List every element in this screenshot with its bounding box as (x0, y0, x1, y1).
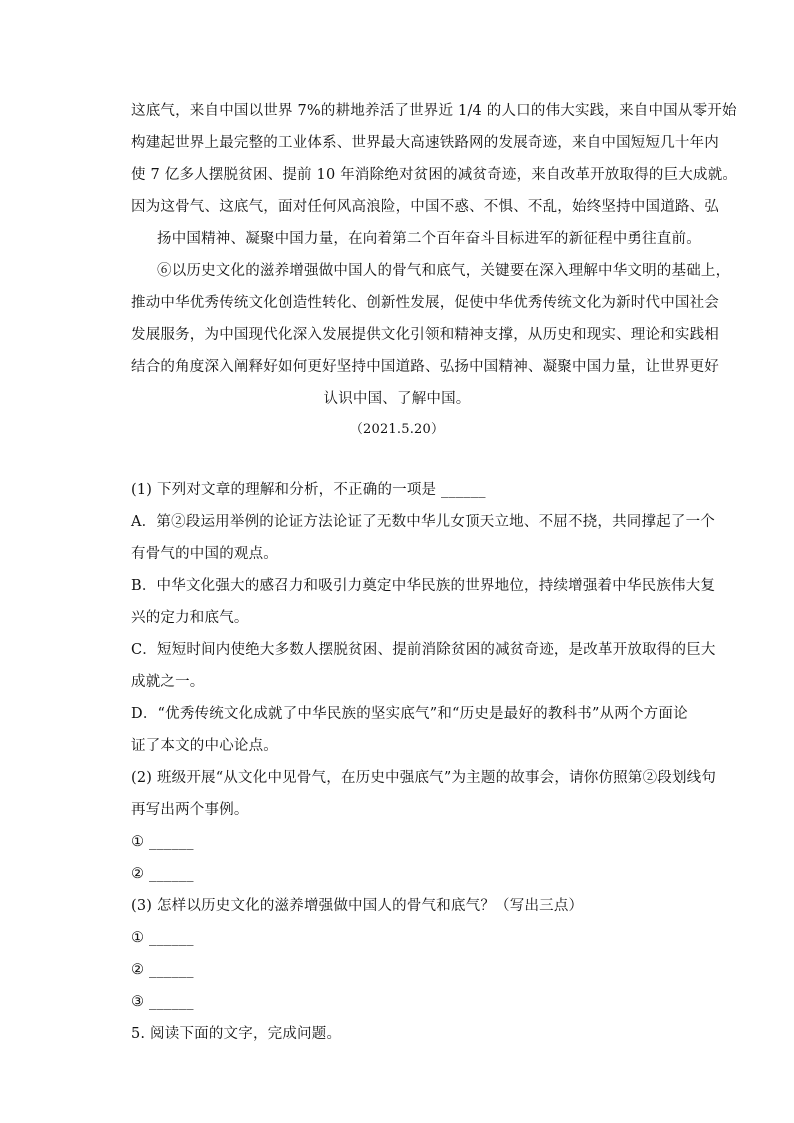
article-line-7: 推动中华优秀传统文化创造性转化、创新性发展，促使中华优秀传统文化为新时代中国社会 (131, 295, 719, 311)
question-1-option-d: D．“优秀传统文化成就了中华民族的坚实底气”和“历史是最好的教科书”从两个方面论 (131, 706, 688, 722)
question-3-stem: (3) 怎样以历史文化的滋养增强做中国人的骨气和底气？（写出三点） (131, 898, 584, 914)
question-1-stem: (1) 下列对文章的理解和分析，不正确的一项是 ______ (131, 482, 486, 498)
question-3-answer-2[interactable]: ② ______ (131, 962, 194, 978)
question-2-stem-cont: 再写出两个事例。 (131, 802, 249, 818)
article-line-2: 构建起世界上最完整的工业体系、世界最大高速铁路网的发展奇迹，来自中国短短几十年内 (131, 135, 719, 151)
next-item-heading: 5. 阅读下面的文字，完成问题。 (131, 1026, 342, 1042)
question-1-option-a: A．第②段运用举例的论证方法论证了无数中华儿女顶天立地、不屈不挠，共同撑起了一个 (131, 514, 715, 530)
question-2-stem: (2) 班级开展“从文化中见骨气，在历史中强底气”为主题的故事会，请你仿照第②段划线句 (131, 770, 717, 786)
question-2-answer-1[interactable]: ① ______ (131, 834, 194, 850)
article-line-3: 使 7 亿多人摆脱贫困、提前 10 年消除绝对贫困的减贫奇迹，来自改革开放取得的巨大成就。 (131, 167, 738, 183)
question-3-answer-1[interactable]: ① ______ (131, 930, 194, 946)
question-3-answer-3[interactable]: ③ ______ (131, 994, 194, 1010)
question-1-option-c-cont: 成就之一。 (131, 674, 205, 690)
question-1-option-b-cont: 兴的定力和底气。 (131, 610, 249, 626)
article-line-1: 这底气，来自中国以世界 7%的耕地养活了世界近 1/4 的人口的伟大实践，来自中国从零开始 (131, 103, 737, 119)
article-line-10: 认识中国、了解中国。 (323, 391, 471, 407)
question-1-option-a-cont: 有骨气的中国的观点。 (131, 546, 278, 562)
article-date: （2021.5.20） (349, 422, 445, 437)
question-1-option-c: C．短短时间内使绝大多数人摆脱贫困、提前消除贫困的减贫奇迹，是改革开放取得的巨大 (131, 642, 716, 658)
question-2-answer-2[interactable]: ② ______ (131, 866, 194, 882)
article-line-5: 扬中国精神、凝聚中国力量，在向着第二个百年奋斗目标进军的新征程中勇往直前。 (157, 231, 701, 247)
article-line-8: 发展服务，为中国现代化深入发展提供文化引领和精神支撑，从历史和现实、理论和实践相 (131, 327, 719, 343)
article-line-9: 结合的角度深入阐释好如何更好坚持中国道路、弘扬中国精神、凝聚中国力量，让世界更好 (131, 359, 719, 375)
article-line-6: ⑥以历史文化的滋养增强做中国人的骨气和底气，关键要在深入理解中华文明的基础上， (157, 263, 731, 279)
question-1-option-d-cont: 证了本文的中心论点。 (131, 738, 278, 754)
question-1-option-b: B．中华文化强大的感召力和吸引力奠定中华民族的世界地位，持续增强着中华民族伟大复 (131, 578, 716, 594)
article-line-4: 因为这骨气、这底气，面对任何风高浪险，中国不惑、不惧、不乱，始终坚持中国道路、弘 (131, 199, 719, 215)
